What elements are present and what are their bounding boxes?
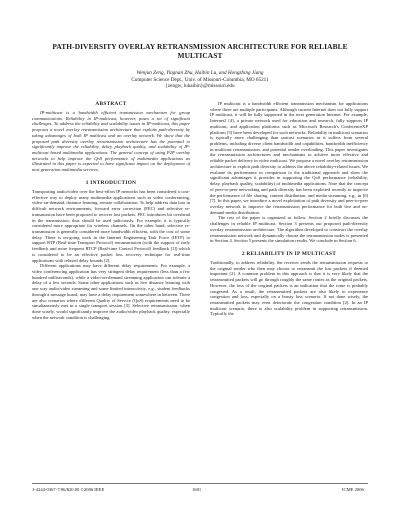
affiliation: Computer Science Dept., Univ. of Missouri-Columbia, MO 65211 [131, 76, 269, 83]
author-block [60, 70, 340, 90]
left-column [32, 101, 190, 320]
introduction-heading: 1 INTRODUCTION [85, 179, 137, 186]
right-column [210, 101, 368, 317]
author-names: Wenjun Zeng, Yingnan Zhu, Haibin Lu, and Hongzhing Jiang [136, 70, 264, 76]
intro-paragraph-1: Transporting audio/video over the best-effort IP networks has been considered a cost-effective way to deploy many multimedia applications such as video conferencing, video-on-demand, distance learning, remote collaboration. To help address data loss in difficult network environments, forward error correction (FEC) and selective re-transmission have been proposed to recover lost packets. FEC introduces bit overhead in the transmission, thus should be used judiciously. For example, it is typically considered more appropriate for wireless channels. On the other hand, selective re-transmission is generally considered more bandwidth efficient, with the cost of some delay. There is on-going work in the Internet Engineering Task Force (IETF) to support RTP (Real-time Transport Protocol) retransmission (with the support of early feedback and more frequent RTCP (Real-time Control Protocol) feedback [1]) which is considered to be an effective packet loss recovery technique for real-time applications with relaxed delay bounds [2]. [32, 188, 190, 263]
footer-page-number: 1681 [192, 487, 202, 492]
footer-venue: ICME 2006 [342, 487, 364, 492]
abstract-text: IP-multicast is a bandwidth efficient transmission mechanism for group communications. Reliability in IP-multicast, however, poses a set of significant challenges. To address the reliability and scalability issues in IP-multicast, this paper proposes a novel overlay retransmission architecture that exploits path-diversity by taking advantages of both IP multicast and an overlay network. We show that the proposed path diversity overlay retransmission architecture has the potential to significantly improve the reliability, delay, playback quality, and scalability of IP-multicast based multimedia applications. The general concept of using P2P overlay networks to help improve the QoS performance of multimedia applications as illustrated in this paper is expected to have significant impact on the deployment of next generation multimedia services. [32, 110, 190, 173]
intro-paragraph-2: Different applications may have different delay requirements. For example, a video conferencing application has very stringent delay requirement (less than a few hundred milliseconds), while a video-on-demand streaming application can tolerate a delay of a few seconds. Some other applications such as live distance learning with one way audio/video streaming and some limited interactivity, e.g., student feedbacks through a message board, may have a delay requirement somewhere in between. There are also scenarios where different Quality of Service (QoS) requirements need to be simultaneously met in a single transport session [3]. Selective retransmission, when done wisely, would significantly improve the audio/video playback quality, especially when the network condition is challenging. [32, 263, 190, 320]
footer-isbn: 1-4244-0367-7/06/$20.00 ©2006 IEEE [32, 487, 105, 492]
intro-paragraph-3: IP multicast is a bandwidth efficient transmission mechanism for applications where there are multiple participants. Although current Internet does not fully support IP multicast, it will be fully supported in the next generation Internet. For example, Internet2 [4], a private network used for education and research, fully supports IP multicast, and application platforms such as Microsoft Research's ConferenceXP platform [5] have been developed for such networks. Reliability in multicast scenarios is typically more challenging than unicast scenarios as it suffers from several problems, including diverse client bandwidth and capabilities, bandwidth inefficiency in multicast retransmission, and potential sender overloading. This paper investigates the retransmission architectures and mechanisms to achieve more effective and reliable packet delivery in video multicast. We propose a novel overlay retransmission architecture to exploit path diversity to address the above reliability-related issues. We evaluate its performance in comparison to the traditional approach and show the significant advantages it provides in supporting the QoS performance (reliability, delay, playback quality, scalability) of multimedia applications. Note that the concept of peer-to-peer networking and path diversity has been exploited recently to improve the performance of file sharing, content distribution, and media streaming, e.g., in [6][7]. In this paper, we introduce a novel exploitation of path diversity and peer-to-peer overlay network to improve the retransmission performance for both live and on-demand media distribution. [210, 101, 368, 215]
reliability-paragraph-1: Traditionally, to address reliability, the receiver sends the retransmission requests to the original sender who then may choose to retransmit the lost packets if deemed important [2]. A common problem in this approach is that it is very likely that the retransmitted packets will go through roughly the same routes as the original packets. However, the loss of the original packets is an indication that the route is probably congested. As a result, the retransmitted packets are also likely to experience congestion and loss, especially on a bursty loss scenario. If not done wisely, the retransmitted packets may even deteriorate the congestion condition [2]. In an IP multicast scenario, there is also scalability problem in supporting retransmission. Typically the [210, 259, 368, 317]
abstract-heading: ABSTRACT [95, 101, 127, 107]
author-emails: {zengw, luhaibin}@missouri.edu [165, 83, 235, 90]
footer-divider [32, 483, 368, 484]
paper-title: PATH-DIVERSITY OVERLAY RETRANSMISSION ARCHITECTURE FOR RELIABLE MULTICAST [52, 42, 348, 61]
intro-paragraph-4: The rest of the paper is organized as follow. Section 2 briefly discusses the challenges in reliable IP multicast. Section 3 presents our proposed path-diversity overlay retransmission architecture. The algorithm developed to construct the overlay retransmission network and dynamically choose the retransmission nodes is presented in Section 4. Section 5 presents the simulation results. We conclude in Section 6. [210, 215, 368, 244]
reliability-heading: 2 RELIABILITY IN IP MULTICAST [241, 250, 337, 257]
